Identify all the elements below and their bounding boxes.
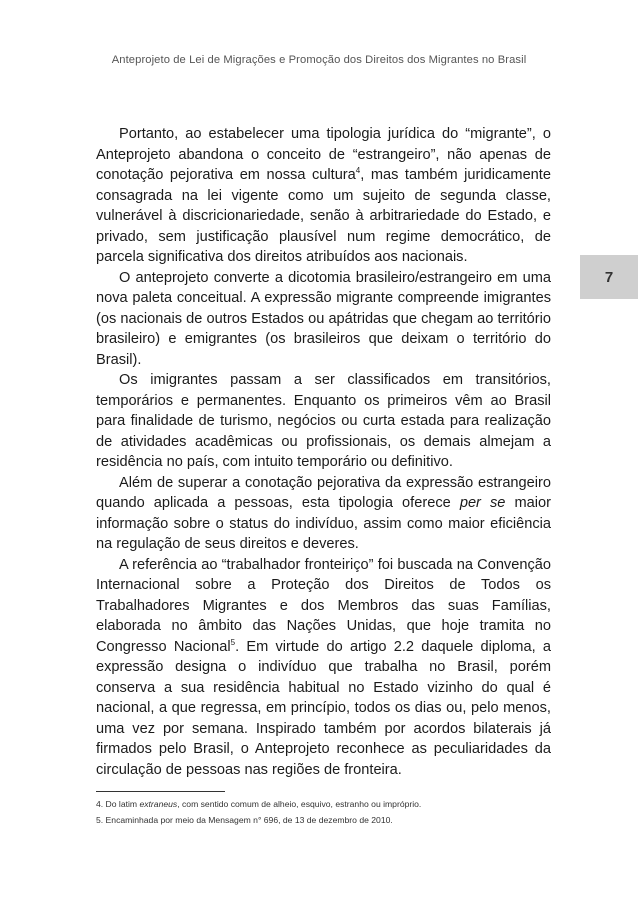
paragraph-3: Os imigrantes passam a ser classificados em transitórios, temporários e permanentes. Enquanto os primeiros vêm ao Brasil para finalidade de turismo, negócios ou curta estada para realização de atividades acadêmicas ou profissionais, os demais almejam a residência no país, com intuito temporário ou definitivo. [96,372,551,470]
running-header: Anteprojeto de Lei de Migrações e Promoção dos Direitos dos Migrantes no Brasil [111,54,527,66]
paragraph-2: O anteprojeto converte a dicotomia brasileiro/estrangeiro em uma nova paleta conceitual. A expressão migrante compreende imigrantes (os nacionais de outros Estados ou apátridas que chegam ao território brasileiro) e emigrantes (os brasileiros que deixam o território do Brasil). [96,269,551,368]
paragraph-5-text-a: A referência ao “trabalhador fronteiriço” foi buscada na Convenção Internacional sobre a Proteção dos Direitos de Todos os Trabalhadores Migrantes e dos Membros das suas Famílias, elaborada no âmbito das Nações Unidas, que hoje tramita no Congresso Nacional [96,556,551,655]
main-text [96,124,551,780]
footnote-5: 5. Encaminhada por meio da Mensagem n° 696, de 13 de dezembro de 2010. [96,815,393,825]
footnote-ref-4: 4 [355,166,361,176]
page-number-tab [580,255,638,299]
footnote-4 [96,796,556,812]
paragraph-5 [96,555,551,781]
paragraph-4-emphasis: per se [459,495,506,511]
paragraph-1-text-b: , mas também juridicamente consagrada na lei vigente como um sujeito de segunda classe, vulnerável à discricionariedade, senão à arbitrariedade do Estado, e privado, sem justificação plausível num regime democrático, de parcela significativa dos direitos atribuídos aos nacionais. [96,167,551,265]
paragraph-4-text-a: Além de superar a conotação pejorativa da expressão estrangeiro quando aplicada a pessoas, esta tipologia oferece [96,474,551,511]
paragraph-1 [96,124,551,268]
page-number: 7 [604,268,614,286]
paragraph-4 [96,473,551,555]
paragraph-5-text-b: . Em virtude do artigo 2.2 daquele diploma, a expressão designa o indivíduo que trabalha no Brasil, porém conserva a sua residência habitual no Estado vizinho do qual é nacional, a que regressa, em princípio, todos os dias ou, pelo menos, uma vez por semana. Inspirado também por acordos bilaterais já firmados pelo Brasil, o Anteprojeto reconhece as peculiaridades da circulação de pessoas nas regiões de fronteira. [96,638,551,778]
footnote-divider [96,791,225,792]
footnote-4-suffix: , com sentido comum de alheio, esquivo, estranho ou impróprio. [177,799,422,809]
paragraph-4-text-b: maior informação sobre o status do indivíduo, assim como maior eficiência na regulação de seus direitos e deveres. [96,495,551,552]
footnote-ref-5: 5 [230,637,236,647]
footnotes [96,796,556,828]
footnote-4-emphasis: extraneus [139,799,178,809]
footnote-4-prefix: 4. Do latim [96,799,140,809]
paragraph-1-text-a: Portanto, ao estabelecer uma tipologia jurídica do “migrante”, o Anteprojeto abandona o conceito de “estrangeiro”, não apenas de conotação pejorativa em nossa cultura [96,126,551,183]
